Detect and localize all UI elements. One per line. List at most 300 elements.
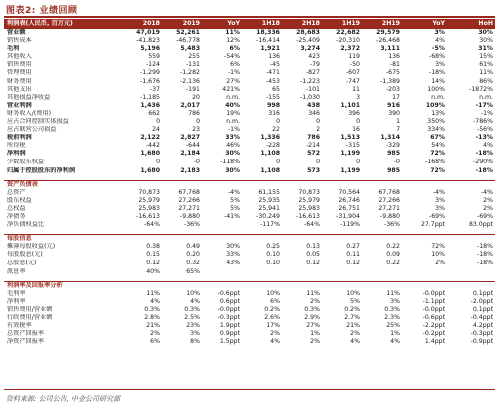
value-cell: 421% bbox=[222, 85, 240, 93]
value-cell: -16,613 bbox=[136, 213, 160, 220]
value-cell: 985 bbox=[387, 150, 400, 158]
value-cell: 27% bbox=[306, 322, 320, 330]
value-cell: -607 bbox=[345, 69, 360, 77]
value-cell: 40% bbox=[146, 267, 160, 275]
value-cell: 0.27 bbox=[346, 243, 360, 251]
row-label: 每股信息 bbox=[4, 235, 122, 244]
value-cell: 0.2% bbox=[344, 306, 360, 313]
value-cell: -64% bbox=[304, 221, 320, 229]
table-row bbox=[4, 306, 495, 314]
value-cell: -1,299 bbox=[140, 69, 160, 77]
value-cell: 14% bbox=[431, 77, 445, 85]
value-cell bbox=[242, 268, 282, 276]
value-cell bbox=[242, 180, 282, 189]
value-cell: -18% bbox=[477, 243, 493, 251]
value-cell: 21% bbox=[346, 322, 360, 330]
table-row bbox=[4, 45, 495, 53]
value-cell: -228 bbox=[265, 142, 280, 150]
value-cell: 396 bbox=[348, 109, 360, 117]
row-label: 摊薄每股收益(元) bbox=[7, 243, 56, 251]
value-cell: 65 bbox=[272, 85, 280, 93]
value-cell: 6% bbox=[150, 338, 160, 346]
value-cell bbox=[282, 281, 322, 290]
value-cell: -18% bbox=[477, 251, 493, 259]
value-cell: -0.3ppt bbox=[217, 314, 240, 322]
value-cell: 559 bbox=[148, 53, 160, 61]
value-cell: 2.5% bbox=[184, 314, 200, 322]
value-cell: 8% bbox=[190, 338, 200, 346]
value-cell: n.m. bbox=[226, 93, 240, 101]
value-cell: 16 bbox=[352, 126, 360, 134]
row-label: 其他损益净收益 bbox=[7, 93, 51, 101]
value-cell: 0.25 bbox=[266, 243, 280, 251]
value-cell: 3 bbox=[356, 93, 360, 101]
value-cell: -79 bbox=[309, 61, 320, 69]
value-cell: 438 bbox=[307, 101, 320, 109]
row-label: 财务费用 bbox=[7, 77, 32, 85]
table-header-row bbox=[4, 19, 495, 29]
table-row bbox=[4, 281, 495, 290]
value-cell: -69% bbox=[477, 213, 493, 220]
value-cell: 1,108 bbox=[260, 150, 280, 158]
value-cell: -131 bbox=[185, 61, 200, 69]
value-cell: 4% bbox=[483, 142, 493, 150]
row-label: 股东权益 bbox=[7, 196, 32, 204]
value-cell: -0.3ppt bbox=[470, 330, 493, 338]
value-cell: 27,266 bbox=[378, 196, 400, 204]
value-cell: 2,827 bbox=[180, 134, 200, 142]
value-cell: 1% bbox=[390, 330, 400, 338]
value-cell: -36% bbox=[384, 221, 400, 229]
value-cell bbox=[402, 281, 447, 290]
table-row bbox=[4, 235, 495, 244]
value-cell: -1% bbox=[227, 69, 240, 77]
value-cell: 30% bbox=[478, 29, 493, 36]
value-cell: 70,873 bbox=[298, 188, 320, 196]
value-cell: 1,680 bbox=[140, 150, 160, 158]
value-cell: 3% bbox=[435, 204, 445, 212]
value-cell: -1,223 bbox=[300, 77, 320, 85]
row-label: 净利润 bbox=[7, 150, 26, 158]
table-row bbox=[4, 338, 495, 346]
value-cell bbox=[447, 180, 495, 189]
value-cell: 0.12 bbox=[306, 259, 320, 267]
value-cell: 0.22 bbox=[386, 243, 400, 251]
value-cell: 27,271 bbox=[378, 204, 400, 212]
value-cell: 30% bbox=[226, 243, 240, 251]
value-cell: 0.1ppt bbox=[472, 306, 493, 313]
value-cell: 786 bbox=[188, 109, 200, 117]
value-cell: 0.10 bbox=[266, 259, 280, 267]
table-row bbox=[4, 197, 495, 205]
source-note: 资料来源: 公司公告, 中金公司研究部 bbox=[6, 395, 121, 403]
value-cell: -644 bbox=[185, 142, 200, 150]
value-cell: -30,249 bbox=[256, 213, 280, 220]
value-cell: 4% bbox=[270, 338, 280, 346]
value-cell: 0.22 bbox=[386, 259, 400, 267]
row-label: 净负债权益比 bbox=[7, 221, 45, 229]
value-cell: 0.3% bbox=[384, 306, 400, 313]
value-cell: -117% bbox=[260, 221, 280, 229]
value-cell: 109% bbox=[425, 101, 445, 109]
value-cell: 40% bbox=[225, 101, 240, 109]
value-cell: 70,564 bbox=[338, 188, 360, 196]
value-cell: 10% bbox=[266, 289, 280, 297]
value-cell: 30% bbox=[225, 166, 240, 174]
table-row bbox=[4, 126, 495, 134]
row-label: 归属于控股股东的净利润 bbox=[7, 166, 76, 174]
table-row bbox=[4, 61, 495, 69]
value-cell: 2.8% bbox=[144, 314, 160, 322]
header-cell: 2019 bbox=[162, 19, 202, 29]
value-cell bbox=[362, 281, 402, 290]
value-cell: 0.1ppt bbox=[472, 289, 493, 297]
header-cell: 2018 bbox=[122, 19, 162, 29]
header-cell: 利润表(人民币, 百万元) bbox=[4, 19, 122, 29]
value-cell: -124 bbox=[145, 61, 160, 69]
value-cell: 31% bbox=[478, 45, 493, 53]
value-cell: 1,199 bbox=[340, 166, 360, 174]
row-label: 净利率 bbox=[7, 297, 26, 305]
value-cell: 67,768 bbox=[178, 188, 200, 196]
value-cell: -9,880 bbox=[380, 213, 400, 220]
header-cell: 2H18 bbox=[282, 19, 322, 29]
value-cell: 2,122 bbox=[140, 134, 160, 142]
value-cell: 0.11 bbox=[346, 251, 360, 259]
row-label: 总权益 bbox=[7, 204, 26, 212]
value-cell: -747 bbox=[345, 77, 360, 85]
value-cell: 0.20 bbox=[186, 251, 200, 259]
value-cell bbox=[447, 235, 495, 244]
value-cell: -0.6ppt bbox=[422, 314, 445, 322]
row-label: 管理费用 bbox=[7, 69, 32, 77]
table-row bbox=[4, 189, 495, 197]
value-cell: 1,314 bbox=[380, 134, 400, 142]
row-label: 其他收入 bbox=[7, 53, 32, 61]
table-row bbox=[4, 180, 495, 189]
value-cell bbox=[162, 180, 202, 189]
value-cell: 0 bbox=[156, 118, 160, 125]
value-cell: 4% bbox=[350, 338, 360, 346]
value-cell: 0 bbox=[276, 118, 280, 125]
value-cell: 1.4ppt bbox=[424, 338, 445, 346]
value-cell: -0.4ppt bbox=[470, 314, 493, 322]
row-label: 税前利润 bbox=[7, 134, 32, 142]
value-cell: 0.12 bbox=[146, 259, 160, 267]
value-cell: 21% bbox=[146, 322, 160, 330]
value-cell: 3,111 bbox=[380, 45, 400, 53]
value-cell: 25% bbox=[386, 322, 400, 330]
table-row bbox=[4, 221, 495, 229]
value-cell: -329 bbox=[385, 142, 400, 150]
value-cell bbox=[362, 235, 402, 244]
value-cell: -471 bbox=[265, 69, 280, 77]
value-cell: -45 bbox=[269, 61, 280, 69]
value-cell: -16,414 bbox=[256, 37, 280, 45]
table-row bbox=[4, 78, 495, 86]
row-label: 有效税率 bbox=[7, 322, 32, 330]
value-cell bbox=[362, 268, 402, 276]
value-cell: 25,983 bbox=[138, 204, 160, 212]
value-cell: -155 bbox=[265, 93, 280, 101]
value-cell: 26,746 bbox=[338, 196, 360, 204]
table-row bbox=[4, 102, 495, 110]
value-cell: 23 bbox=[192, 126, 200, 134]
table-row bbox=[4, 69, 495, 77]
value-cell: 350% bbox=[427, 118, 445, 125]
value-cell: -13% bbox=[475, 134, 493, 142]
value-cell: 5% bbox=[350, 297, 360, 305]
value-cell: -786% bbox=[473, 118, 493, 125]
value-cell: 46% bbox=[226, 142, 240, 150]
value-cell: -41% bbox=[224, 213, 240, 220]
value-cell: 65% bbox=[186, 267, 200, 275]
value-cell: 5,196 bbox=[140, 45, 160, 53]
value-cell: 19% bbox=[226, 109, 240, 117]
value-cell: -9,880 bbox=[180, 213, 200, 220]
table-row bbox=[4, 330, 495, 338]
value-cell bbox=[202, 180, 242, 189]
value-cell: 54% bbox=[431, 142, 445, 150]
value-cell: -18% bbox=[477, 259, 493, 267]
value-cell: -46,778 bbox=[176, 37, 200, 45]
value-cell: 3% bbox=[390, 297, 400, 305]
value-cell: 0.12 bbox=[346, 259, 360, 267]
value-cell: 0 bbox=[356, 118, 360, 125]
value-cell: n.m. bbox=[226, 118, 240, 125]
value-cell: 47,019 bbox=[136, 29, 160, 36]
value-cell: -50 bbox=[349, 61, 360, 69]
value-cell: 2,017 bbox=[180, 101, 200, 109]
row-label: 每股股息(元) bbox=[7, 251, 43, 259]
header-cell: 1H19 bbox=[322, 19, 362, 29]
value-cell: 18,336 bbox=[256, 29, 280, 36]
value-cell: 24 bbox=[152, 126, 160, 134]
table-row bbox=[4, 134, 495, 142]
value-cell: 33% bbox=[226, 251, 240, 259]
value-cell: -17% bbox=[475, 101, 493, 109]
value-cell: 662 bbox=[148, 109, 160, 117]
value-cell: 0.15 bbox=[146, 251, 160, 259]
value-cell: 4% bbox=[150, 297, 160, 305]
value-cell: 1 bbox=[396, 118, 400, 125]
table-body bbox=[4, 29, 495, 346]
table-row bbox=[4, 290, 495, 298]
value-cell: 5% bbox=[230, 196, 240, 204]
value-cell: 2,184 bbox=[180, 150, 200, 158]
table-row bbox=[4, 205, 495, 213]
value-cell bbox=[162, 281, 202, 290]
value-cell: 0 bbox=[276, 158, 280, 166]
value-cell bbox=[282, 268, 322, 276]
row-label: 总资产 bbox=[7, 188, 26, 196]
value-cell: 1,436 bbox=[140, 101, 160, 109]
row-label: 营业利润 bbox=[7, 101, 32, 109]
value-cell: 0.32 bbox=[186, 259, 200, 267]
value-cell: 27,266 bbox=[178, 196, 200, 204]
value-cell: 998 bbox=[267, 101, 280, 109]
value-cell: -0.2ppt bbox=[422, 330, 445, 338]
value-cell: -16,613 bbox=[296, 213, 320, 220]
header-cell: HoH bbox=[447, 19, 495, 29]
value-cell: 33% bbox=[225, 134, 240, 142]
table-row bbox=[4, 243, 495, 251]
value-cell: 0.3% bbox=[184, 306, 200, 313]
value-cell: 72% bbox=[430, 150, 445, 158]
value-cell: 2% bbox=[483, 196, 493, 204]
row-label: 应占合同控制实体损益 bbox=[7, 118, 69, 125]
value-cell: -4% bbox=[480, 188, 493, 196]
row-label: 净资产回报率 bbox=[7, 338, 45, 346]
value-cell: 22,682 bbox=[336, 29, 360, 36]
value-cell: 72% bbox=[431, 243, 445, 251]
header-cell: 2H19 bbox=[362, 19, 402, 29]
header-cell: YoY bbox=[202, 19, 242, 29]
value-cell: 1,101 bbox=[340, 101, 360, 109]
value-cell: 0.13 bbox=[306, 243, 320, 251]
table-row bbox=[4, 37, 495, 45]
value-cell: 0 bbox=[316, 158, 320, 166]
value-cell: 100% bbox=[427, 85, 445, 93]
value-cell bbox=[362, 180, 402, 189]
value-cell: -0.9ppt bbox=[470, 338, 493, 346]
table-row bbox=[4, 159, 495, 167]
value-cell: -36% bbox=[184, 221, 200, 229]
value-cell: 10% bbox=[346, 289, 360, 297]
value-cell: 6% bbox=[270, 297, 280, 305]
value-cell: 25,941 bbox=[258, 204, 280, 212]
value-cell: -214 bbox=[305, 142, 320, 150]
value-cell: -18% bbox=[475, 166, 493, 174]
value-cell: 136 bbox=[268, 53, 280, 61]
value-cell: 119 bbox=[348, 53, 360, 61]
value-cell bbox=[447, 281, 495, 290]
value-cell: -168% bbox=[425, 158, 445, 166]
row-label: 总资产回报率 bbox=[7, 330, 45, 338]
value-cell: 3% bbox=[190, 330, 200, 338]
footer-rule bbox=[4, 389, 495, 390]
value-cell: -54% bbox=[224, 53, 240, 61]
table-row bbox=[4, 86, 495, 94]
value-cell bbox=[162, 235, 202, 244]
value-cell: 10% bbox=[431, 251, 445, 259]
value-cell: -1,676 bbox=[140, 77, 160, 85]
row-label: 资产负债表 bbox=[4, 180, 122, 189]
value-cell: 0.3% bbox=[304, 306, 320, 313]
value-cell: 5,483 bbox=[180, 45, 200, 53]
value-cell: -1% bbox=[480, 109, 493, 117]
value-cell: 25,979 bbox=[138, 196, 160, 204]
value-cell: 2,183 bbox=[180, 166, 200, 174]
value-cell: -0.0ppt bbox=[217, 306, 240, 313]
value-cell: 2 bbox=[316, 126, 320, 134]
table-row bbox=[4, 260, 495, 268]
value-cell: 27,271 bbox=[178, 204, 200, 212]
header-cell: 1H18 bbox=[242, 19, 282, 29]
table-row bbox=[4, 29, 495, 37]
value-cell: -4% bbox=[432, 188, 445, 196]
value-cell: -191 bbox=[185, 85, 200, 93]
value-cell: 6% bbox=[230, 61, 240, 69]
header-cell: YoY bbox=[402, 19, 447, 29]
value-cell: 10% bbox=[186, 289, 200, 297]
value-cell: 136 bbox=[388, 53, 400, 61]
table-row bbox=[4, 110, 495, 118]
row-label: 营业额 bbox=[7, 29, 26, 36]
value-cell: 25,983 bbox=[298, 204, 320, 212]
row-label: 毛利率 bbox=[7, 289, 26, 297]
value-cell: -119% bbox=[340, 221, 360, 229]
value-cell: 2.9% bbox=[304, 314, 320, 322]
value-cell: 1,921 bbox=[260, 45, 280, 53]
value-cell: 3% bbox=[434, 29, 445, 36]
value-cell: 43% bbox=[226, 259, 240, 267]
value-cell: 0.09 bbox=[386, 251, 400, 259]
value-cell: -1,185 bbox=[140, 93, 160, 101]
row-label: 派息率 bbox=[7, 267, 26, 275]
value-cell: -18% bbox=[429, 69, 445, 77]
value-cell: -81 bbox=[389, 61, 400, 69]
value-cell: -2.0ppt bbox=[470, 297, 493, 305]
value-cell: 346 bbox=[308, 109, 320, 117]
value-cell: 2% bbox=[150, 330, 160, 338]
value-cell: 0 bbox=[156, 158, 160, 166]
value-cell: -1.1ppt bbox=[422, 297, 445, 305]
value-cell bbox=[322, 180, 362, 189]
value-cell: 6% bbox=[229, 45, 240, 53]
value-cell: -315 bbox=[345, 142, 360, 150]
value-cell: 0.38 bbox=[146, 243, 160, 251]
value-cell: -31,904 bbox=[336, 213, 360, 220]
value-cell: 786 bbox=[307, 134, 320, 142]
value-cell: -18% bbox=[475, 150, 493, 158]
value-cell: 27.7ppt bbox=[420, 221, 445, 229]
value-cell: 2.3% bbox=[384, 314, 400, 322]
row-label: 销售费用/营业额 bbox=[7, 306, 53, 313]
value-cell: 573 bbox=[307, 166, 320, 174]
value-cell: 20 bbox=[192, 93, 200, 101]
value-cell: 11% bbox=[146, 289, 160, 297]
row-label: 净债务 bbox=[7, 213, 26, 220]
value-cell: 61% bbox=[479, 61, 493, 69]
value-cell: 2.6% bbox=[264, 314, 280, 322]
value-cell: -1,389 bbox=[380, 77, 400, 85]
value-cell: -5% bbox=[431, 45, 445, 53]
table-row bbox=[4, 251, 495, 259]
value-cell: -2.2ppt bbox=[422, 322, 445, 330]
value-cell: -0.6ppt bbox=[217, 289, 240, 297]
value-cell: 29,579 bbox=[376, 29, 400, 36]
table-row bbox=[4, 142, 495, 150]
value-cell: 3% bbox=[435, 61, 445, 69]
value-cell: 0 bbox=[356, 158, 360, 166]
value-cell: 67,768 bbox=[378, 188, 400, 196]
value-cell: 0 bbox=[196, 118, 200, 125]
value-cell: 916 bbox=[387, 101, 400, 109]
value-cell: 17 bbox=[392, 93, 400, 101]
value-cell: 0.10 bbox=[266, 251, 280, 259]
value-cell: 2.7% bbox=[344, 314, 360, 322]
table-row bbox=[4, 150, 495, 158]
value-cell: 23% bbox=[186, 322, 200, 330]
value-cell: -0.0ppt bbox=[422, 289, 445, 297]
value-cell: -68% bbox=[429, 53, 445, 61]
value-cell bbox=[322, 235, 362, 244]
value-cell bbox=[447, 268, 495, 276]
value-cell bbox=[202, 268, 242, 276]
value-cell: 61,155 bbox=[258, 188, 280, 196]
value-cell: 3% bbox=[435, 196, 445, 204]
